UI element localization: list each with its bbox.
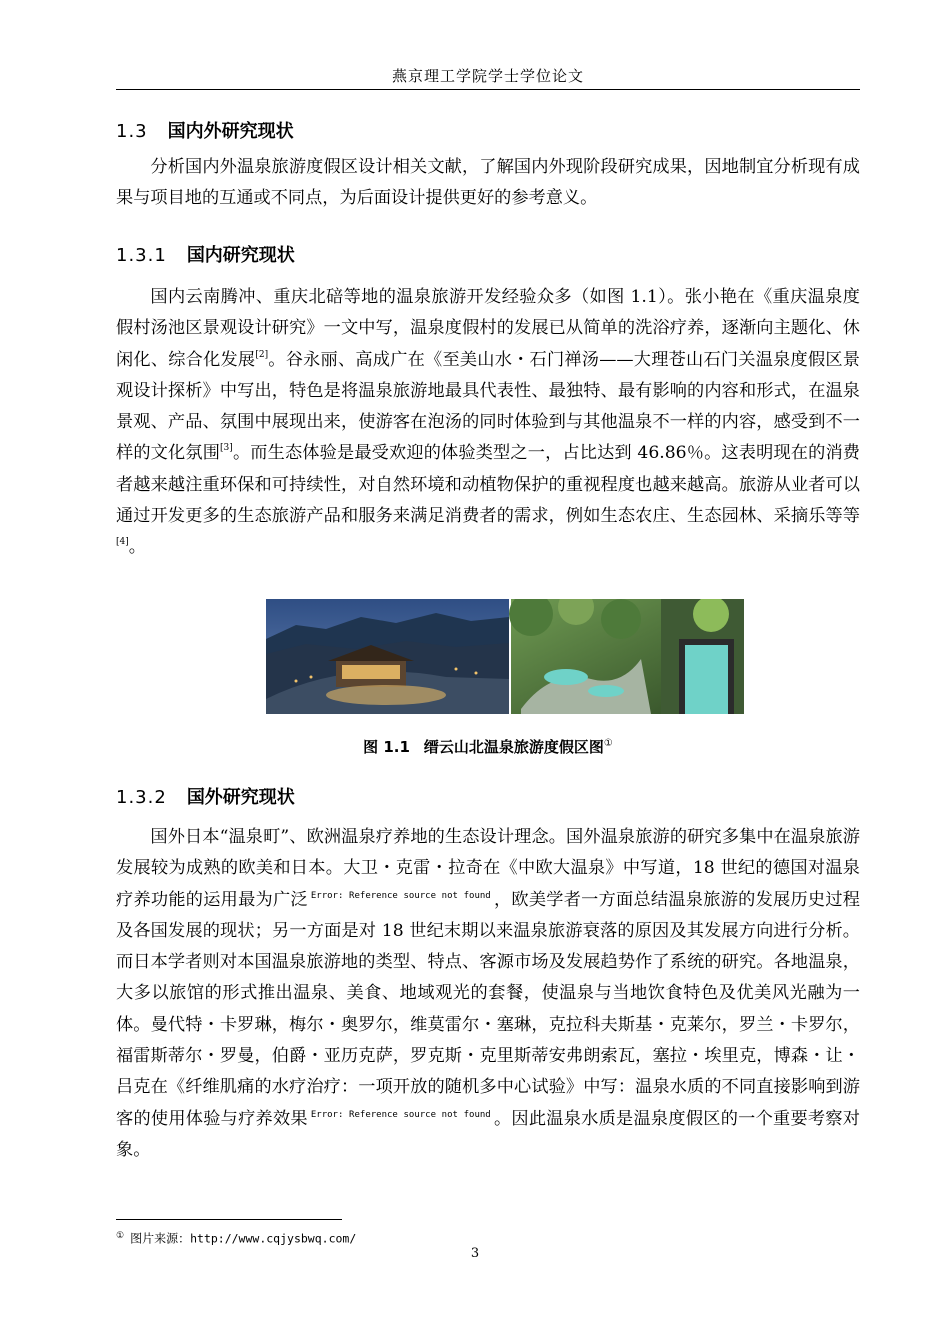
paragraph-text: 。 bbox=[128, 537, 146, 558]
paragraph-text: 。谷永丽、高成广在《至美山水・石门禅汤——大理苍山石门关温泉度假区景观设计探析》中写出，特色是将温泉旅游地最具代表性、最独特、最有影响的内容和形式，在温泉景观、产品、氛围中展现出来，使游客在泡汤的同时体验到与其他温泉不一样的内容，感受到不一样的文化氛围 bbox=[116, 349, 860, 464]
section-heading-1-3-1 bbox=[116, 243, 295, 269]
paragraph-text: ，欧美学者一方面总结温泉旅游的发展历史过程及各国发展的现状；另一方面是对 18 世纪末期以来温泉旅游衰落的原因及其发展方向进行分析。而日本学者则对本国温泉旅游地的类型、特点、客源市场及发展趋势作了系统的研究。各地温泉，大多以旅馆的形式推出温泉、美食、地域观光的套餐，使温泉与当地饮食特色及优美风光融为一体。曼代特・卡罗琳，梅尔・奥罗尔，维莫雷尔・塞琳，克拉科夫斯基・克莱尔，罗兰・卡罗尔，福雷斯蒂尔・罗曼，伯爵・亚历克萨，罗克斯・克里斯蒂安弗朗索瓦，塞拉・埃里克，博森・让・吕克在《纤维肌痛的水疗治疗：一项开放的随机多中心试验》中写：温泉水质的不同直接影响到游客的使用体验与疗养效果 bbox=[116, 889, 860, 1129]
figure-title: 缙云山北温泉旅游度假区图 bbox=[423, 738, 604, 756]
header-rule bbox=[116, 89, 860, 90]
domestic-research-paragraph bbox=[116, 282, 860, 564]
footnote-label: 图片来源： bbox=[130, 1231, 191, 1246]
section-title: 国内外研究现状 bbox=[167, 121, 294, 142]
section-number: 1.3 bbox=[116, 121, 148, 142]
resort-night-photo bbox=[266, 599, 509, 714]
section-heading-1-3 bbox=[116, 119, 294, 145]
pool-garden-photo bbox=[509, 599, 744, 714]
page-header: 燕京理工学院学士学位论文 bbox=[391, 67, 584, 85]
intro-paragraph: 分析国内外温泉旅游度假区设计相关文献，了解国内外现阶段研究成果，因地制宜分析现有成果与项目地的互通或不同点，为后面设计提供更好的参考意义。 bbox=[116, 157, 860, 209]
citation-ref: [4] bbox=[116, 537, 129, 548]
citation-ref: [3] bbox=[220, 443, 233, 454]
paragraph-text: 国外日本“温泉町”、欧洲温泉疗养地的生态设计理念。国外温泉旅游的研究多集中在温泉旅游发展较为成熟的欧美和日本。大卫・克雷・拉奇在《中欧大温泉》中写道，18 世纪的德国对温泉疗养功能的运用最为广泛 bbox=[116, 827, 860, 910]
section-heading-1-3-2 bbox=[116, 785, 295, 811]
page-number: 3 bbox=[470, 1246, 480, 1261]
paragraph-text: 。因此温泉水质是温泉度假区的一个重要考察对象。 bbox=[116, 1108, 860, 1160]
figure-number: 图 1.1 bbox=[363, 738, 410, 756]
footnote bbox=[116, 1228, 356, 1247]
paragraph-text: 。而生态体验是最受欢迎的体验类型之一，占比达到 46.86％。这表明现在的消费者越来越注重环保和可持续性，对自然环境和动植物保护的重视程度也越来越高。旅游从业者可以通过开发更多的生态旅游产品和服务来满足消费者的需求，例如生态农庄、生态园林、采摘乐等等 bbox=[116, 443, 860, 527]
section-number: 1.3.1 bbox=[116, 245, 167, 266]
footnote-marker: ① bbox=[603, 738, 613, 749]
footnote-mark: ① bbox=[116, 1231, 125, 1241]
figure-caption bbox=[116, 736, 860, 758]
citation-ref: [2] bbox=[255, 349, 269, 360]
section-title: 国内研究现状 bbox=[186, 245, 295, 266]
footnote-rule bbox=[116, 1219, 342, 1220]
paragraph-text: 国内云南腾冲、重庆北碚等地的温泉旅游开发经验众多（如图 1.1）。张小艳在《重庆温泉度假村汤池区景观设计研究》一文中写，温泉度假村的发展已从简单的洗浴疗养，逐渐向主题化、休闲化、综合化发展 bbox=[116, 287, 860, 370]
figure-hot-spring-photos bbox=[266, 599, 744, 714]
reference-error: Error: Reference source not found bbox=[310, 891, 491, 902]
section-title: 国外研究现状 bbox=[186, 787, 295, 808]
reference-error: Error: Reference source not found bbox=[310, 1110, 491, 1121]
foreign-research-paragraph bbox=[116, 822, 860, 1166]
footnote-url: http://www.cqjysbwq.com/ bbox=[190, 1231, 357, 1246]
section-number: 1.3.2 bbox=[116, 787, 167, 808]
